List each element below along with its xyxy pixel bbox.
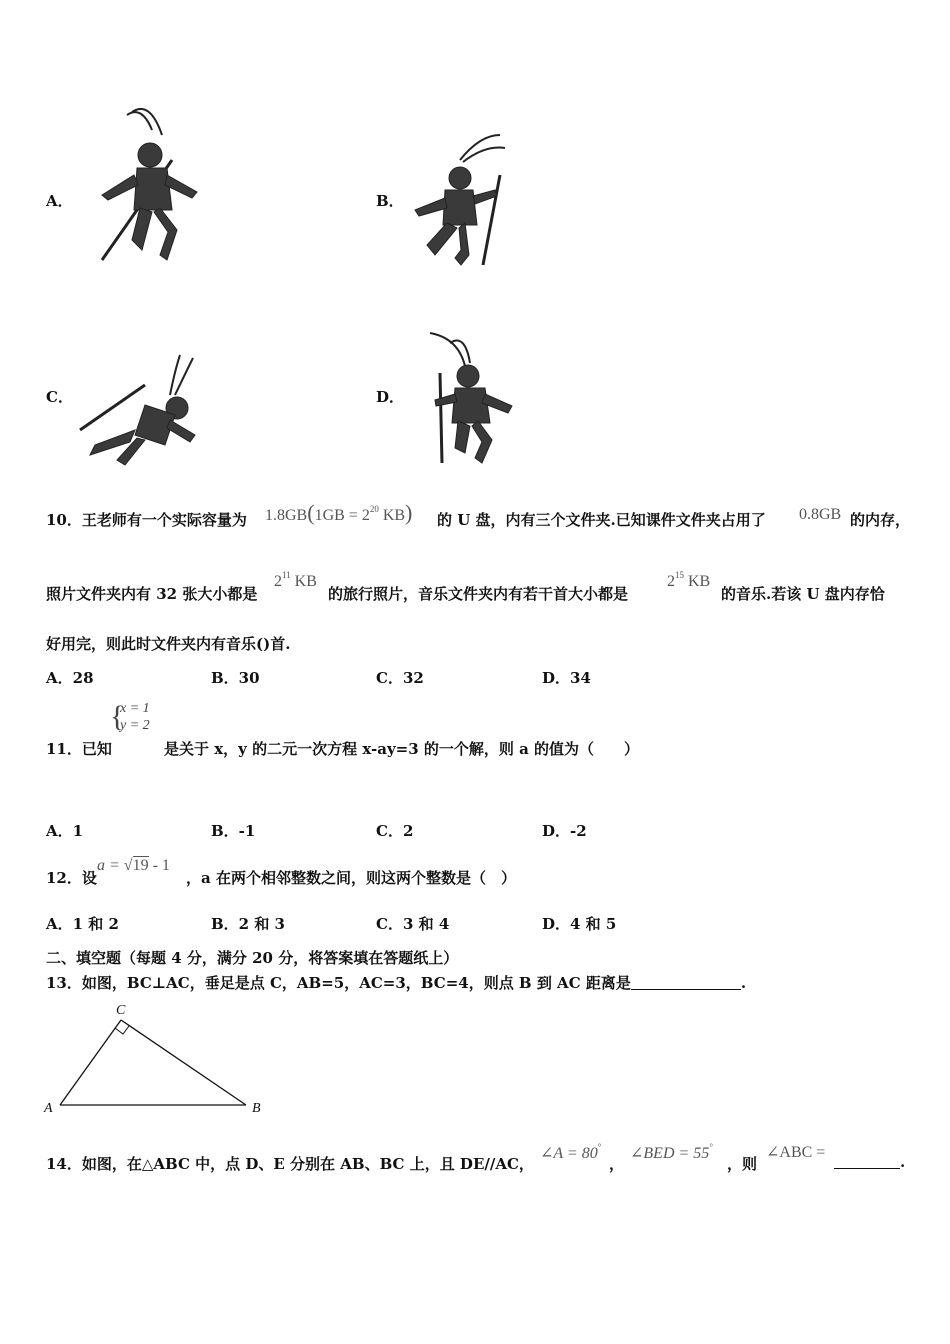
- q12-math-radicand: 19: [132, 857, 149, 874]
- q12-math: a = √19 - 1: [97, 857, 170, 874]
- q13-answer-blank[interactable]: [631, 975, 741, 990]
- q13-end: .: [740, 974, 747, 992]
- q10-line2-b: 的旅行照片，音乐文件夹内有若干首大小都是: [328, 585, 629, 603]
- q10-math4-unit: KB: [294, 573, 317, 590]
- q10-math3: 0.8GB: [799, 506, 842, 523]
- q10-line1: [46, 509, 247, 530]
- section2-title: 二、填空题（每题 4 分，满分 20 分，将答案填在答题纸上）: [46, 949, 459, 967]
- q14-deg2: °: [709, 1142, 713, 1152]
- q10-math2-exp: 20: [369, 504, 379, 514]
- monkey-king-figure-c: [75, 350, 205, 475]
- monkey-king-figure-a: [72, 100, 202, 275]
- q12-option-d: D．4 和 5: [542, 915, 617, 933]
- label-a: A: [44, 1101, 53, 1116]
- q10-math2-unit: KB: [382, 507, 406, 524]
- q10-math5-base: 2: [667, 573, 675, 590]
- q14-deg1: °: [597, 1142, 602, 1152]
- q14-math-angle-a: [540, 1142, 601, 1163]
- q10-math5-unit: KB: [688, 573, 711, 590]
- q14-answer-blank[interactable]: [834, 1154, 900, 1169]
- label-c: C: [116, 1003, 126, 1018]
- q10-math2: 1GB = 2: [314, 507, 370, 524]
- q11-option-c: C．2: [376, 822, 414, 840]
- q13-triangle-figure: [40, 998, 270, 1120]
- q10-line1-a: 王老师有一个实际容量为: [81, 511, 247, 529]
- q11-lead: [46, 738, 112, 759]
- q12-lead: [46, 867, 97, 888]
- q10-math5: [667, 570, 710, 591]
- q10-option-b: B．30: [211, 669, 260, 687]
- q9-option-a-label: A．: [46, 192, 73, 210]
- q11-option-a: A．1: [46, 822, 84, 840]
- segment-cb: [121, 1020, 246, 1105]
- q13-text: 13．如图，BC⊥AC，垂足是点 C，AB=5，AC=3，BC=4，则点 B 到 AC 距离是: [46, 974, 631, 992]
- q14-math2: ∠BED = 55: [630, 1145, 710, 1162]
- q12-math-a: a =: [97, 857, 120, 874]
- q10-math5-exp: 15: [675, 570, 684, 580]
- q10-line2-c: 的音乐.若该 U 盘内存恰: [721, 585, 885, 603]
- q14-sep2: ，则: [727, 1155, 758, 1173]
- q10-math4-exp: 11: [282, 570, 291, 580]
- q10-math1: 1.8GB: [265, 507, 308, 524]
- q10-option-c: C．32: [376, 669, 424, 687]
- q11-option-b: B．-1: [211, 822, 256, 840]
- q10-line1-c: 的内存，: [850, 511, 911, 529]
- q10-math-capacity: $1.8GB(1GB = 2^{20}$ KB): [265, 500, 413, 525]
- q9-option-b-label: B．: [376, 192, 404, 210]
- label-b: B: [252, 1101, 261, 1116]
- q10-line3: 好用完，则此时文件夹内有音乐()首.: [46, 635, 291, 653]
- q14-math-angle-bed: [630, 1142, 713, 1163]
- q14-answer: [834, 1153, 905, 1171]
- q9-option-d-label: D．: [376, 388, 405, 406]
- q11-system-line2: y = 2: [120, 718, 150, 733]
- q12-number: 12．: [46, 869, 82, 887]
- q12-option-a: A．1 和 2: [46, 915, 119, 933]
- monkey-king-figure-d: [420, 328, 520, 468]
- q12-option-b: B．2 和 3: [211, 915, 285, 933]
- q14-end: .: [900, 1153, 906, 1171]
- q10-math4-base: 2: [274, 573, 282, 590]
- q14-math-angle-abc: ∠ABC =: [766, 1144, 826, 1161]
- q14-text: 14．如图，在△ABC 中，点 D、E 分别在 AB、BC 上，且 DE//AC，: [46, 1155, 534, 1173]
- q12-option-c: C．3 和 4: [376, 915, 450, 933]
- q10-line1-b: 的 U 盘，内有三个文件夹.已知课件文件夹占用了: [437, 511, 766, 529]
- q10-option-d: D．34: [542, 669, 591, 687]
- right-angle-mark: [115, 1026, 129, 1034]
- q10-line2-a: 照片文件夹内有 32 张大小都是: [46, 585, 258, 603]
- q10-option-a: A．28: [46, 669, 94, 687]
- monkey-king-figure-b: [405, 130, 515, 270]
- q14-math1: ∠A = 80: [540, 1145, 598, 1162]
- q12-math-tail: - 1: [152, 857, 170, 874]
- q11-text: 是关于 x，y 的二元一次方程 x-ay=3 的一个解，则 a 的值为（ ）: [164, 740, 640, 758]
- q9-option-c-label: C．: [46, 388, 73, 406]
- q10-math4: [274, 570, 317, 591]
- q11-option-d: D．-2: [542, 822, 587, 840]
- q11-number: 11．: [46, 740, 82, 758]
- q13-line: [46, 972, 746, 993]
- q11-system-line1: x = 1: [120, 701, 150, 716]
- q12-text: ，a 在两个相邻整数之间，则这两个整数是（ ）: [186, 869, 516, 887]
- q11-lead-text: 已知: [81, 740, 112, 758]
- segment-ac: [60, 1020, 121, 1105]
- q10-number: 10．: [46, 511, 82, 529]
- q12-lead-text: 设: [81, 869, 97, 887]
- q14-sep1: ，: [609, 1155, 625, 1173]
- q11-equation-system: { x = 1 y = 2: [110, 700, 150, 733]
